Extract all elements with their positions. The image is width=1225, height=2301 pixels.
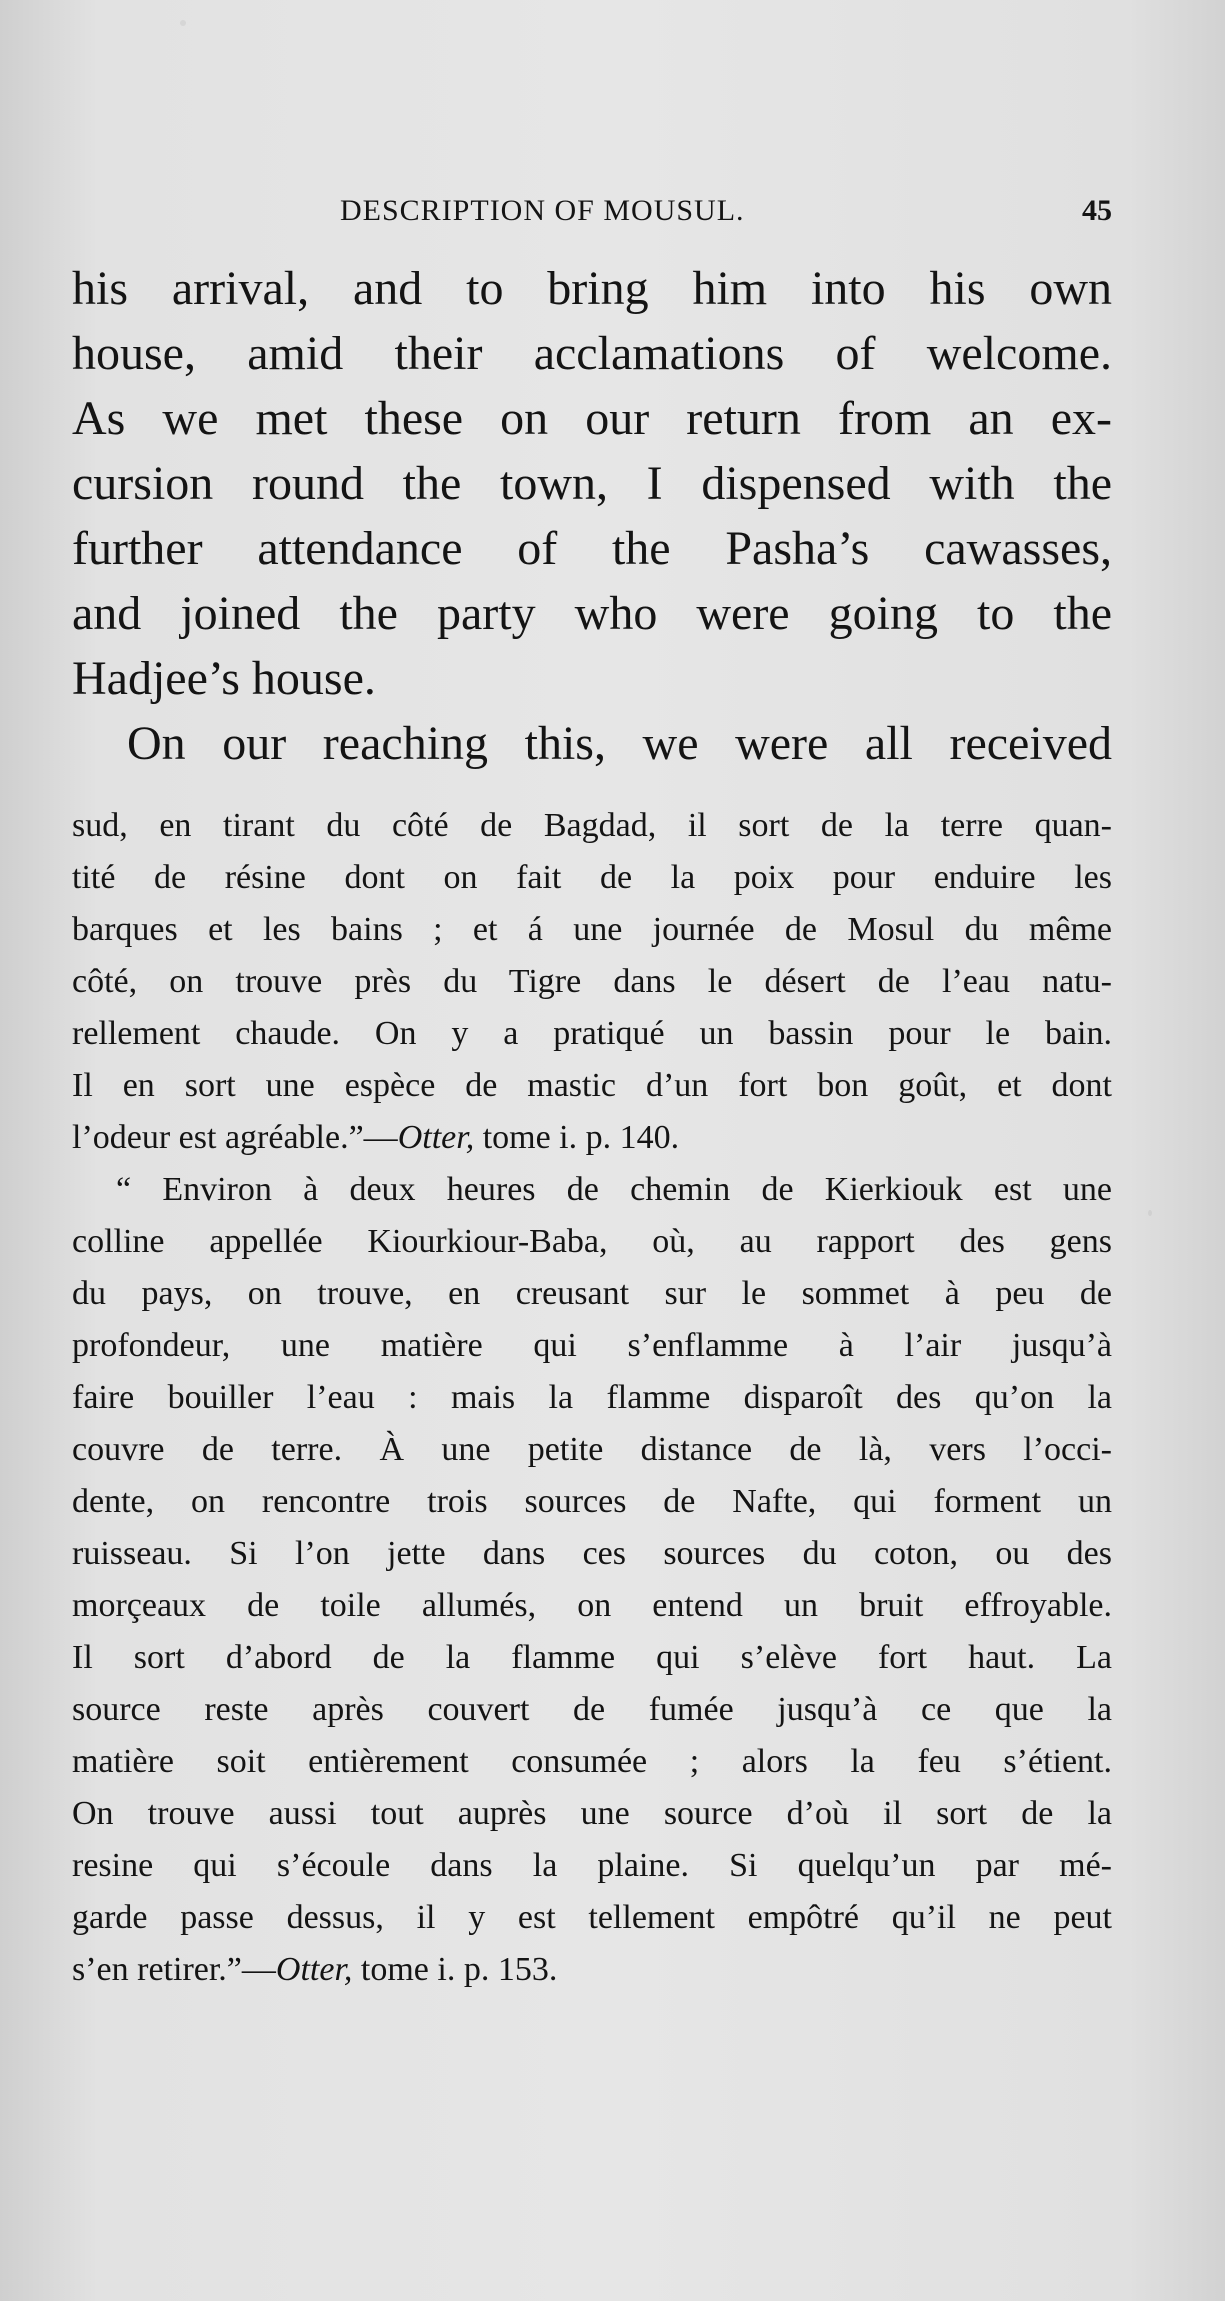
footnote-citation-line	[72, 1944, 1112, 1996]
running-title: DESCRIPTION OF MOUSUL.	[340, 194, 745, 227]
footnote-line: garde passe dessus, il y est tellement empôtré qu’il ne peut	[72, 1899, 1112, 1936]
running-head	[72, 194, 1112, 234]
main-text	[72, 256, 1112, 776]
footnotes	[72, 800, 1112, 1996]
footnote-line: colline appellée Kiourkiour-Baba, où, au rapport des gens	[72, 1223, 1112, 1260]
source-author: Otter,	[275, 1951, 353, 1988]
footnote-line: faire bouiller l’eau : mais la flamme disparoît des qu’on la	[72, 1379, 1112, 1416]
footnote-line: tité de résine dont on fait de la poix pour enduire les	[72, 859, 1112, 896]
footnote-line: barques et les bains ; et á une journée de Mosul du même	[72, 911, 1112, 948]
footnote-line: ruisseau. Si l’on jette dans ces sources du coton, ou des	[72, 1535, 1112, 1572]
footnote-line: Il sort d’abord de la flamme qui s’elève fort haut. La	[72, 1639, 1112, 1676]
footnote-line: Il en sort une espèce de mastic d’un fort bon goût, et dont	[72, 1067, 1112, 1104]
paper-stain	[180, 20, 186, 26]
footnote-line: matière soit entièrement consumée ; alors la feu s’étient.	[72, 1743, 1112, 1780]
page-number: 45	[1082, 194, 1112, 227]
footnote-line-text: l’odeur est agréable.”—	[72, 1119, 398, 1156]
footnote-line: On trouve aussi tout auprès une source d’où il sort de la	[72, 1795, 1112, 1832]
footnote-line: “ Environ à deux heures de chemin de Kierkiouk est une	[116, 1171, 1112, 1208]
main-text-line: house, amid their acclamations of welcome.	[72, 327, 1112, 380]
footnote-continuation	[72, 800, 1112, 1164]
main-text-line: cursion round the town, I dispensed with the	[72, 457, 1112, 510]
footnote-line: morçeaux de toile allumés, on entend un bruit effroyable.	[72, 1587, 1112, 1624]
footnote-line-text: s’en retirer.”—	[72, 1951, 276, 1988]
footnote-citation-line	[72, 1112, 1112, 1164]
main-text-line: Hadjee’s house.	[72, 652, 376, 705]
main-text-line: As we met these on our return from an ex-	[72, 392, 1112, 445]
source-author: Otter,	[397, 1119, 475, 1156]
main-text-line: his arrival, and to bring him into his own	[72, 262, 1112, 315]
footnote-line: sud, en tirant du côté de Bagdad, il sort de la terre quan-	[72, 807, 1112, 844]
source-reference: tome i. p. 153.	[352, 1951, 558, 1988]
footnote-line: du pays, on trouve, en creusant sur le sommet à peu de	[72, 1275, 1112, 1312]
main-text-line: On our reaching this, we were all received	[127, 717, 1112, 770]
main-text-line: and joined the party who were going to the	[72, 587, 1112, 640]
footnote-line: resine qui s’écoule dans la plaine. Si quelqu’un par mé-	[72, 1847, 1112, 1884]
source-reference: tome i. p. 140.	[474, 1119, 680, 1156]
footnote-line: profondeur, une matière qui s’enflamme à l’air jusqu’à	[72, 1327, 1112, 1364]
paper-stain	[1148, 1210, 1152, 1216]
footnote-quotation	[72, 1164, 1112, 1996]
main-text-line: further attendance of the Pasha’s cawasses,	[72, 522, 1112, 575]
footnote-line: source reste après couvert de fumée jusqu’à ce que la	[72, 1691, 1112, 1728]
footnote-line: couvre de terre. À une petite distance de là, vers l’occi-	[72, 1431, 1112, 1468]
footnote-line: côté, on trouve près du Tigre dans le désert de l’eau natu-	[72, 963, 1112, 1000]
footnote-line: rellement chaude. On y a pratiqué un bassin pour le bain.	[72, 1015, 1112, 1052]
footnote-line: dente, on rencontre trois sources de Nafte, qui forment un	[72, 1483, 1112, 1520]
